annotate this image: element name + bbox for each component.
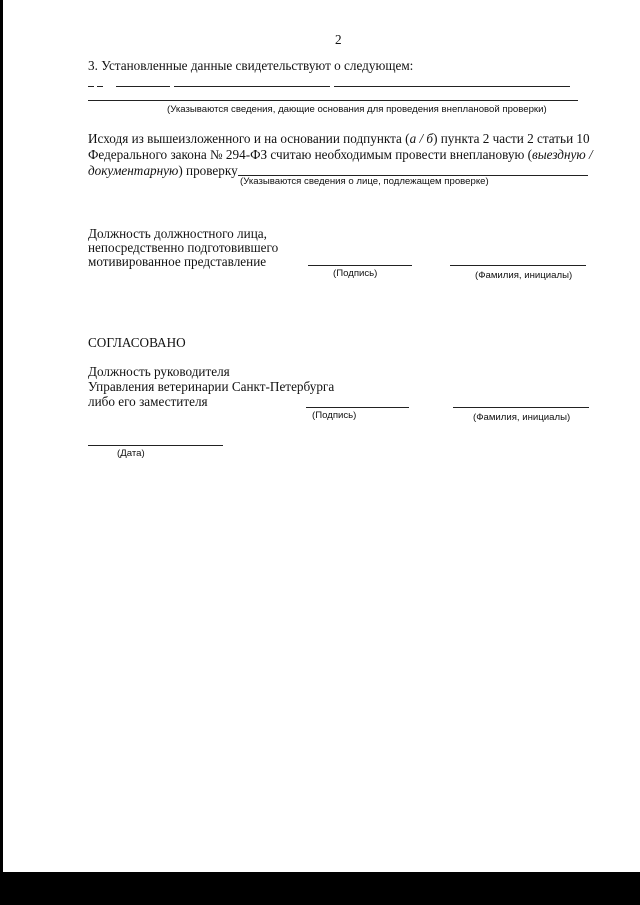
basis-caption: (Указываются сведения о лице, подлежащем проверке) bbox=[240, 176, 489, 187]
approval-line-3: либо его заместителя bbox=[88, 394, 208, 409]
official-signature-line bbox=[308, 265, 412, 266]
approval-line-1: Должность руководителя bbox=[88, 364, 230, 379]
basis-line-2: Федерального закона № 294-ФЗ считаю необходимым провести внеплановую (выездную / bbox=[88, 147, 593, 162]
official-name-caption: (Фамилия, инициалы) bbox=[475, 270, 573, 281]
date-line bbox=[88, 445, 223, 446]
scan-edge bbox=[0, 0, 3, 872]
page-number: 2 bbox=[335, 32, 342, 47]
date-caption: (Дата) bbox=[117, 448, 145, 459]
approval-signature-caption: (Подпись) bbox=[312, 410, 357, 421]
official-name-line bbox=[450, 265, 586, 266]
section3-heading: 3. Установленные данные свидетельствуют о следующем: bbox=[88, 58, 414, 73]
approval-line-2: Управления ветеринарии Санкт-Петербурга bbox=[88, 379, 335, 394]
official-signature-caption: (Подпись) bbox=[333, 268, 378, 279]
section3-fill-line-1b bbox=[97, 86, 103, 87]
basis-line-1: Исходя из вышеизложенного и на основании подпункта (а / б) пункта 2 части 2 статьи 10 bbox=[88, 131, 590, 146]
scan-bottom-edge bbox=[0, 872, 640, 905]
approval-heading: СОГЛАСОВАНО bbox=[88, 335, 186, 350]
inspection-type-option-2: документарную bbox=[88, 163, 179, 178]
inspection-type-option-1: выездную / bbox=[532, 147, 593, 162]
approval-name-line bbox=[453, 407, 589, 408]
section3-fill-line-1c bbox=[116, 86, 170, 87]
section3-fill-line-2 bbox=[88, 100, 578, 101]
section3-fill-line-1d bbox=[174, 86, 330, 87]
section3-fill-line-1e bbox=[334, 86, 570, 87]
approval-name-caption: (Фамилия, инициалы) bbox=[473, 412, 571, 423]
official-line-1: Должность должностного лица, bbox=[88, 226, 267, 241]
section3-fill-line-1 bbox=[88, 86, 94, 87]
section3-caption: (Указываются сведения, дающие основания для проведения внеплановой проверки) bbox=[167, 104, 547, 115]
subparagraph-option: а / б bbox=[409, 131, 434, 146]
approval-signature-line bbox=[306, 407, 409, 408]
basis-line-3: документарную) проверку bbox=[88, 163, 238, 178]
official-line-2: непосредственно подготовившего bbox=[88, 240, 279, 255]
official-line-3: мотивированное представление bbox=[88, 254, 267, 269]
